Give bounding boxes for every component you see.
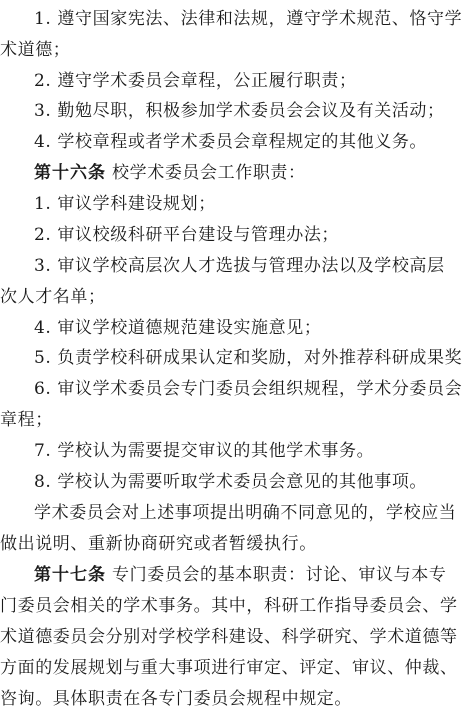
line-text: 方面的发展规划与重大事项进行审定、评定、审议、仲裁、 [0, 658, 458, 678]
line-text: 专门委员会的基本职责：讨论、审议与本专 [112, 565, 447, 585]
text-line [34, 503, 467, 525]
line-text: 学术委员会对上述事项提出明确不同意见的，学校应当 [34, 503, 457, 523]
line-text: 门委员会相关的学术事务。其中，科研工作指导委员会、学 [0, 596, 458, 616]
article-16-line [34, 163, 467, 185]
text-line [0, 287, 467, 309]
text-line [34, 9, 467, 31]
line-text: 3. 审议学校高层次人才选拔与管理办法以及学校高层 [34, 256, 445, 276]
text-line [34, 379, 467, 401]
text-line [34, 132, 467, 154]
text-line [34, 101, 467, 123]
line-text: 次人才名单； [0, 287, 106, 307]
text-line [34, 441, 467, 463]
text-line [0, 534, 467, 556]
text-line [0, 596, 467, 618]
text-line [34, 318, 467, 340]
article-heading: 第十六条 [34, 163, 106, 183]
text-line [34, 71, 467, 93]
text-line [34, 194, 467, 216]
text-line [0, 410, 467, 432]
article-17-line [34, 565, 467, 587]
text-line [0, 658, 467, 680]
text-line [34, 472, 467, 494]
line-text: 做出说明、重新协商研究或者暂缓执行。 [0, 534, 317, 554]
line-text: 4. 审议学校道德规范建设实施意见； [34, 318, 322, 338]
text-line [34, 225, 467, 247]
text-line [34, 256, 467, 278]
line-text: 5. 负责学校科研成果认定和奖励，对外推荐科研成果奖 [34, 348, 463, 368]
text-line [34, 348, 467, 370]
line-text: 4. 学校章程或者学术委员会章程规定的其他义务。 [34, 132, 428, 152]
text-line [0, 627, 467, 649]
line-text: 3. 勤勉尽职，积极参加学术委员会会议及有关活动； [34, 101, 445, 121]
line-text: 咨询。具体职责在各专门委员会规程中规定。 [0, 689, 352, 709]
line-text: 术道德； [0, 40, 71, 60]
text-line [0, 689, 467, 711]
line-text: 2. 遵守学术委员会章程，公正履行职责； [34, 71, 357, 91]
line-text: 6. 审议学术委员会专门委员会组织规程，学术分委员会 [34, 379, 463, 399]
line-text: 1. 审议学科建设规划； [34, 194, 216, 214]
line-text: 术道德委员会分别对学校学科建设、科学研究、学术道德等 [0, 627, 458, 647]
line-text: 校学术委员会工作职责： [112, 163, 306, 183]
line-text: 7. 学校认为需要提交审议的其他学术事务。 [34, 441, 375, 461]
line-text: 2. 审议校级科研平台建设与管理办法； [34, 225, 340, 245]
line-text: 8. 学校认为需要听取学术委员会意见的其他事项。 [34, 472, 428, 492]
text-line [0, 40, 467, 62]
article-heading: 第十七条 [34, 565, 106, 585]
line-text: 1. 遵守国家宪法、法律和法规，遵守学术规范、恪守学 [34, 9, 463, 29]
line-text: 章程； [0, 410, 53, 430]
